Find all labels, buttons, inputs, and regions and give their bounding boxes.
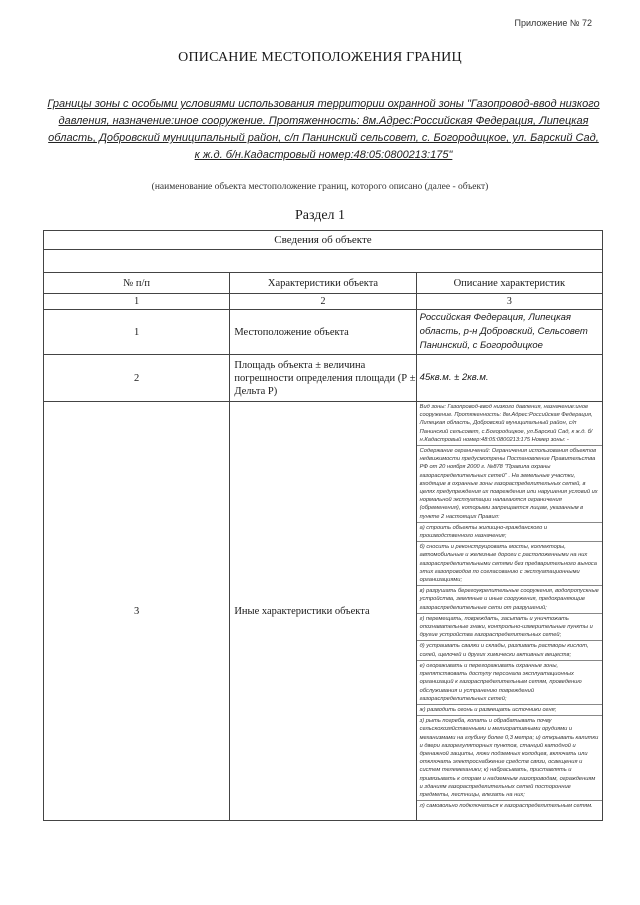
column-number-2: 2 [230, 294, 416, 310]
list-item: д) устраивать свалки и склады, разливать растворы кислот, солей, щелочей и других химически активных веществ; [417, 641, 602, 660]
column-number-1: 1 [44, 294, 230, 310]
list-item: г) перемещать, повреждать, засыпать и уничтожать опознавательные знаки, контрольно-измерительные пункты и другие устройства газораспределительных сетей; [417, 614, 602, 642]
row-number: 1 [44, 310, 230, 355]
list-item: Содержание ограничений: Ограничения использования объектов недвижимости предусмотрены Постановление Правительства РФ от 20 ноября 2000 г. №878 "Правила охраны газораспределительных сетей" . На земельные участки, входящие в охранные зоны газораспределительных сетей, в целях предупреждения их повреждения или нарушения условий их нормальной эксплуатации налагаются ограничения (обременения), которыми запрещается лицам, указанным в пункте 2 настоящих Правил: [417, 446, 602, 523]
list-item: Вид зоны: Газопровод-ввод низкого давления, назначение:иное сооружение. Протяженность: 8м.Адрес:Российская Федерация, Липецкая область, Добровский муниципальный район, с/п Панинский сельсовет, с.Богородицкое, ул.Барский Сад, к ж.д. б/н.Кадастровый номер:48:05:0800213:175 Номер зоны: - [417, 402, 602, 446]
row-characteristic: Площадь объекта ± величина погрешности определения площади (Р ± Дельта Р) [230, 355, 416, 402]
info-header-cell: Сведения об объекте [44, 231, 603, 250]
table-row [44, 310, 603, 355]
row-description: Российская Федерация, Липецкая область, р-н Добровский, Сельсовет Панинский, с Богородицкое [416, 310, 602, 355]
object-info-table [43, 230, 603, 821]
column-header-description: Описание характеристик [416, 273, 602, 294]
appendix-label: Приложение № 72 [514, 18, 592, 28]
list-item: в) разрушать берегоукрепительные сооружения, водопропускные устройства, земляные и иные сооружения, предохраняющие газораспределительные сети от разрушений; [417, 586, 602, 614]
list-item: л) самовольно подключаться к газораспределительным сетям. [419, 803, 593, 810]
column-header-characteristic: Характеристики объекта [230, 273, 416, 294]
table-blank-row [44, 250, 603, 273]
table-column-header-row [44, 273, 603, 294]
row-characteristic: Иные характеристики объекта [230, 402, 416, 821]
column-number-3: 3 [416, 294, 602, 310]
restrictions-list [417, 402, 602, 811]
table-row [44, 402, 603, 821]
list-item: е) огораживать и перегораживать охранные зоны, препятствовать доступу персонала эксплуатационных организаций к газораспределительным сетям, проведению обслуживания и устранению повреждений газораспределительных сетей; [417, 661, 602, 705]
column-header-no: № п/п [44, 273, 230, 294]
section-title: Раздел 1 [294, 208, 346, 223]
zone-description: Границы зоны с особыми условиями использования территории охранной зоны "Газопровод-ввод низкого давления, назначение:иное сооружение. Протяженность: 8м.Адрес:Российская Федерация, Липецкая область, Добровский муниципальный район, с/п Панинский сельсовет, с. Богородицкое, ул. Барский Сад, к ж.д. б/н.Кадастровый номер:48:05:0800213:175" [47, 98, 600, 161]
list-item: б) сносить и реконструировать мосты, коллекторы, автомобильные и железные дороги с расположенными на них газораспределительными сетями без предварительного выноса этих газопроводов по согласованию с эксплуатационными организациями; [417, 542, 602, 586]
document-title: ОПИСАНИЕ МЕСТОПОЛОЖЕНИЯ ГРАНИЦ [178, 50, 462, 65]
list-item: з) рыть погреба, копать и обрабатывать почву сельскохозяйственными и мелиоративными орудиями и механизмами на глубину более 0,3 метра; и) открывать калитки и двери газорегуляторных пунктов, станций катодной и дренажной защиты, люки подземных колодцев, включать или отключать электроснабжение средств связи, освещения и систем телемеханики; к) набрасывать, приставлять и привязывать к опорам и надземным газопроводам, ограждениям и зданиям газораспределительных сетей посторонние предметы, лестницы, влезать на них; [417, 716, 602, 801]
table-row [44, 355, 603, 402]
blank-cell [44, 250, 603, 273]
object-name-note: (наименование объекта местоположение границ, которого описано (далее - объект) [151, 182, 489, 192]
row-characteristic: Местоположение объекта [230, 310, 416, 355]
row-number: 3 [44, 402, 230, 821]
other-characteristics-cell [416, 402, 602, 821]
list-item: ж) разводить огонь и размещать источники огня; [417, 705, 602, 716]
table-info-header-row [44, 231, 603, 250]
row-description: 45кв.м. ± 2кв.м. [416, 355, 602, 402]
row-number: 2 [44, 355, 230, 402]
list-item: а) строить объекты жилищно-гражданского и производственного назначения; [417, 523, 602, 542]
table-column-number-row [44, 294, 603, 310]
